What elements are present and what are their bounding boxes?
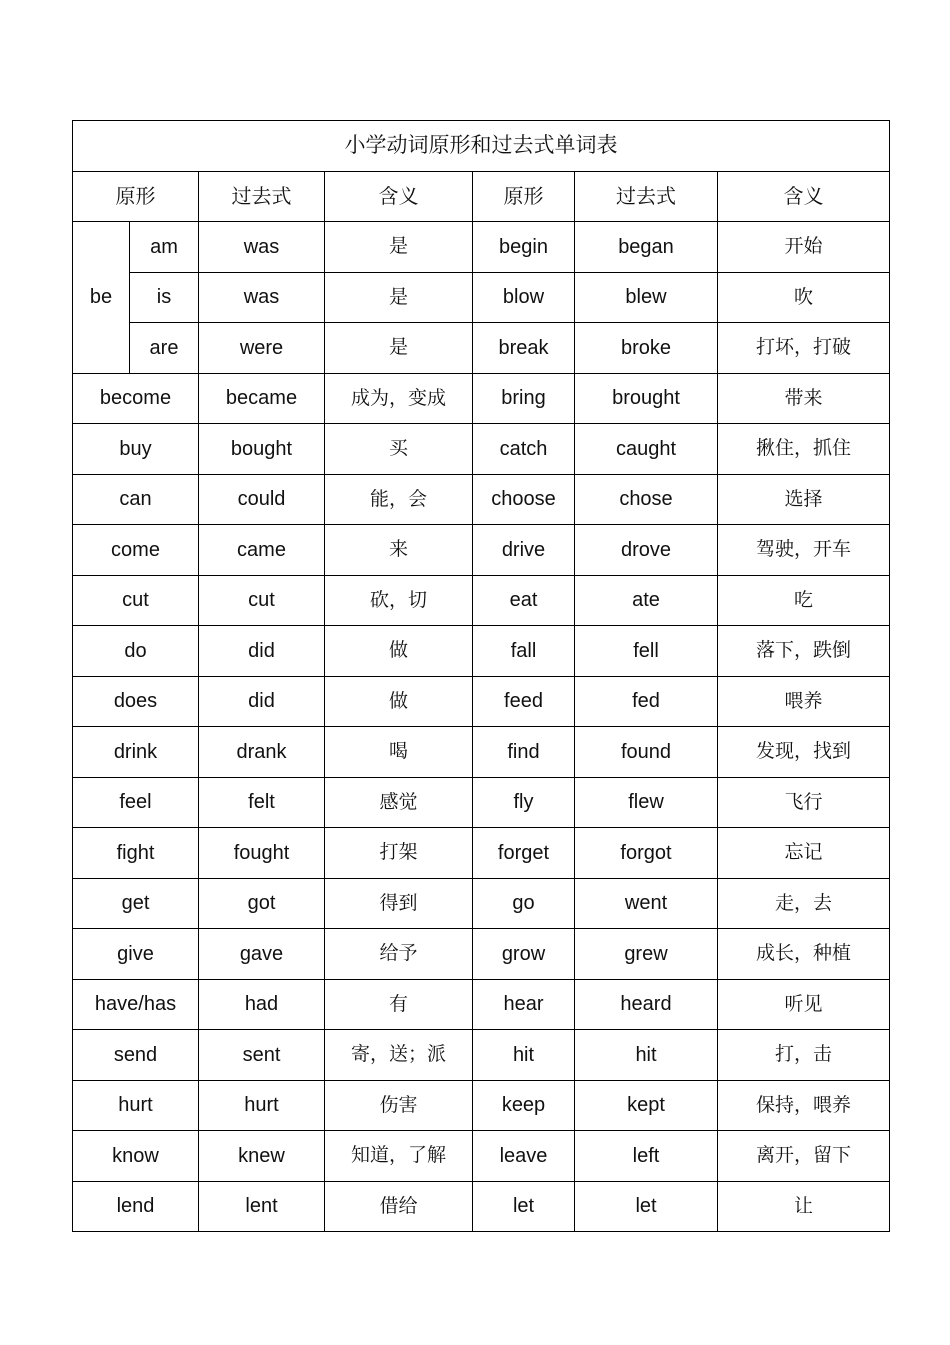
past-cell-2: blew (575, 272, 718, 323)
meaning-cell: 寄，送；派 (325, 1030, 473, 1081)
base-cell-2: fall (473, 626, 575, 677)
past-cell-2: brought (575, 373, 718, 424)
meaning-cell-2: 吹 (718, 272, 890, 323)
meaning-cell-2: 带来 (718, 373, 890, 424)
meaning-cell-2: 让 (718, 1181, 890, 1232)
past-cell-2: flew (575, 777, 718, 828)
meaning-cell: 借给 (325, 1181, 473, 1232)
meaning-cell-2: 发现，找到 (718, 727, 890, 778)
past-cell: got (199, 878, 325, 929)
meaning-cell: 成为，变成 (325, 373, 473, 424)
table-row (73, 676, 890, 727)
meaning-cell-2: 忘记 (718, 828, 890, 879)
base-cell-2: eat (473, 575, 575, 626)
meaning-cell-2: 落下，跌倒 (718, 626, 890, 677)
be-base-cell: be (73, 222, 130, 374)
table-row (73, 1030, 890, 1081)
table-row (73, 323, 890, 374)
meaning-cell-2: 飞行 (718, 777, 890, 828)
table-row (73, 878, 890, 929)
table-row (73, 525, 890, 576)
past-cell: felt (199, 777, 325, 828)
header-past-tense: 过去式 (199, 171, 325, 222)
header-meaning: 含义 (325, 171, 473, 222)
meaning-cell-2: 喂养 (718, 676, 890, 727)
table-row (73, 1131, 890, 1182)
meaning-cell-2: 驾驶，开车 (718, 525, 890, 576)
past-cell-2: left (575, 1131, 718, 1182)
past-cell-2: heard (575, 979, 718, 1030)
base-cell-2: hear (473, 979, 575, 1030)
base-cell-2: hit (473, 1030, 575, 1081)
table-row (73, 373, 890, 424)
base-cell-2: break (473, 323, 575, 374)
past-cell-2: drove (575, 525, 718, 576)
meaning-cell: 来 (325, 525, 473, 576)
meaning-cell: 是 (325, 222, 473, 273)
base-cell-2: go (473, 878, 575, 929)
table-row (73, 979, 890, 1030)
base-cell-2: find (473, 727, 575, 778)
base-cell: have/has (73, 979, 199, 1030)
past-cell: was (199, 222, 325, 273)
meaning-cell: 做 (325, 626, 473, 677)
table-row (73, 424, 890, 475)
base-cell: become (73, 373, 199, 424)
table-row (73, 626, 890, 677)
base-cell-2: let (473, 1181, 575, 1232)
meaning-cell-2: 离开，留下 (718, 1131, 890, 1182)
past-cell: could (199, 474, 325, 525)
base-cell: feel (73, 777, 199, 828)
past-cell: hurt (199, 1080, 325, 1131)
meaning-cell: 砍，切 (325, 575, 473, 626)
past-cell: drank (199, 727, 325, 778)
meaning-cell: 是 (325, 323, 473, 374)
past-cell: became (199, 373, 325, 424)
past-cell-2: broke (575, 323, 718, 374)
past-cell: fought (199, 828, 325, 879)
past-cell: did (199, 676, 325, 727)
table-row (73, 222, 890, 273)
be-form-cell: is (130, 272, 199, 323)
past-cell: came (199, 525, 325, 576)
past-cell: did (199, 626, 325, 677)
meaning-cell: 喝 (325, 727, 473, 778)
past-cell-2: hit (575, 1030, 718, 1081)
be-form-cell: are (130, 323, 199, 374)
meaning-cell: 知道，了解 (325, 1131, 473, 1182)
base-cell: can (73, 474, 199, 525)
past-cell-2: forgot (575, 828, 718, 879)
past-cell-2: went (575, 878, 718, 929)
table-title: 小学动词原形和过去式单词表 (73, 121, 890, 172)
base-cell: come (73, 525, 199, 576)
meaning-cell-2: 揪住，抓住 (718, 424, 890, 475)
meaning-cell-2: 成长，种植 (718, 929, 890, 980)
past-cell-2: found (575, 727, 718, 778)
meaning-cell: 伤害 (325, 1080, 473, 1131)
past-cell: sent (199, 1030, 325, 1081)
be-form-cell: am (130, 222, 199, 273)
meaning-cell: 买 (325, 424, 473, 475)
base-cell-2: feed (473, 676, 575, 727)
header-base-form-2: 原形 (473, 171, 575, 222)
base-cell-2: leave (473, 1131, 575, 1182)
base-cell-2: grow (473, 929, 575, 980)
base-cell: does (73, 676, 199, 727)
meaning-cell-2: 打，击 (718, 1030, 890, 1081)
base-cell: drink (73, 727, 199, 778)
base-cell-2: keep (473, 1080, 575, 1131)
verb-table (72, 120, 890, 1232)
base-cell-2: forget (473, 828, 575, 879)
base-cell: do (73, 626, 199, 677)
past-cell-2: let (575, 1181, 718, 1232)
past-cell: was (199, 272, 325, 323)
meaning-cell-2: 听见 (718, 979, 890, 1030)
base-cell-2: begin (473, 222, 575, 273)
past-cell-2: began (575, 222, 718, 273)
meaning-cell: 打架 (325, 828, 473, 879)
meaning-cell: 感觉 (325, 777, 473, 828)
meaning-cell: 能，会 (325, 474, 473, 525)
base-cell-2: catch (473, 424, 575, 475)
table-row (73, 929, 890, 980)
meaning-cell-2: 保持，喂养 (718, 1080, 890, 1131)
meaning-cell-2: 开始 (718, 222, 890, 273)
base-cell: give (73, 929, 199, 980)
meaning-cell-2: 走，去 (718, 878, 890, 929)
past-cell: were (199, 323, 325, 374)
table-row (73, 828, 890, 879)
base-cell: buy (73, 424, 199, 475)
meaning-cell: 是 (325, 272, 473, 323)
meaning-cell-2: 打坏，打破 (718, 323, 890, 374)
past-cell: gave (199, 929, 325, 980)
base-cell-2: blow (473, 272, 575, 323)
table-row (73, 272, 890, 323)
header-past-tense-2: 过去式 (575, 171, 718, 222)
meaning-cell: 有 (325, 979, 473, 1030)
header-base-form: 原形 (73, 171, 199, 222)
past-cell-2: fell (575, 626, 718, 677)
base-cell: send (73, 1030, 199, 1081)
past-cell-2: caught (575, 424, 718, 475)
base-cell: lend (73, 1181, 199, 1232)
base-cell: cut (73, 575, 199, 626)
base-cell-2: fly (473, 777, 575, 828)
past-cell: cut (199, 575, 325, 626)
past-cell: had (199, 979, 325, 1030)
title-row (73, 121, 890, 172)
meaning-cell: 得到 (325, 878, 473, 929)
table-row (73, 1181, 890, 1232)
past-cell-2: kept (575, 1080, 718, 1131)
base-cell-2: bring (473, 373, 575, 424)
table-row (73, 777, 890, 828)
meaning-cell: 给予 (325, 929, 473, 980)
base-cell: fight (73, 828, 199, 879)
table-row (73, 1080, 890, 1131)
meaning-cell-2: 吃 (718, 575, 890, 626)
base-cell: know (73, 1131, 199, 1182)
base-cell: hurt (73, 1080, 199, 1131)
table-row (73, 575, 890, 626)
meaning-cell-2: 选择 (718, 474, 890, 525)
past-cell-2: fed (575, 676, 718, 727)
header-meaning-2: 含义 (718, 171, 890, 222)
past-cell-2: ate (575, 575, 718, 626)
table-row (73, 474, 890, 525)
past-cell: lent (199, 1181, 325, 1232)
table-row (73, 727, 890, 778)
base-cell-2: choose (473, 474, 575, 525)
header-row (73, 171, 890, 222)
meaning-cell: 做 (325, 676, 473, 727)
past-cell-2: chose (575, 474, 718, 525)
past-cell: bought (199, 424, 325, 475)
base-cell: get (73, 878, 199, 929)
base-cell-2: drive (473, 525, 575, 576)
past-cell: knew (199, 1131, 325, 1182)
past-cell-2: grew (575, 929, 718, 980)
